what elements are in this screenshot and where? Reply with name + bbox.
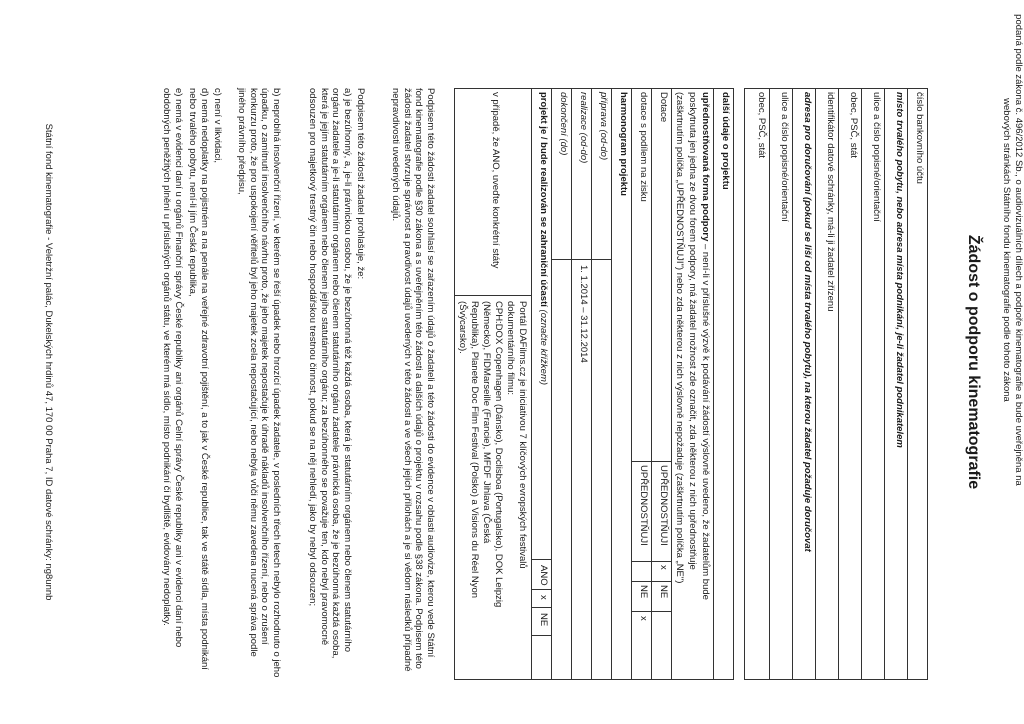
- dotace-label: Dotace: [658, 92, 669, 123]
- table-row: [884, 89, 907, 679]
- abroad-no-option[interactable]: NE: [538, 613, 549, 627]
- city-label: obec, PSČ, stát: [848, 92, 859, 159]
- table-row: [838, 89, 861, 679]
- preferred-form-line-1: [700, 92, 711, 600]
- preferred-form-line-3: (zaškrtnutím políčka „UPŘEDNOSTŇUJI") nebo zda některou z nich výslovně nepožaduje (zaškrtnutím políčka „NE"): [674, 92, 685, 584]
- table-row: [651, 89, 671, 679]
- project-table: [454, 88, 734, 680]
- preparation-label: příprava (od-do): [598, 92, 609, 161]
- table-row: [671, 89, 713, 679]
- schedule-heading: harmonogram projektu: [618, 92, 629, 196]
- street-label: ulice a číslo popisné/orientační: [779, 92, 790, 222]
- abroad-yes-checkbox[interactable]: x: [538, 595, 549, 600]
- declaration-item-d: d) nemá nedoplatky na pojistném a na penále na veřejné zdravotní pojištění, a to jak v České republice, tak ve státě sídla, místa podnikání nebo trvalého pobytu, není-li jím Česká republika,: [187, 88, 210, 670]
- document-title: Žádost o podporu kinematografie: [965, 234, 982, 490]
- table-row: [571, 89, 591, 679]
- document-subtitle: podaná podle zákona č. 496/2012 Sb., o audiovizuálních dílech a podpoře kinematografie a bude uveřejněna na webových stránkách Státního fondu kinematografie podle tohoto zákona: [1001, 14, 1024, 486]
- states-line-6: (Švýcarsko).: [457, 301, 468, 354]
- profit-share-label: dotace s podílem na zisku: [638, 92, 649, 202]
- table-row: [551, 89, 571, 679]
- states-line-3: CPH:DOX Copenhagen (Dánsko), Doclisboa (Portugalsko), DOK Leipzig: [493, 301, 504, 608]
- contact-table: [744, 88, 928, 680]
- table-row: [713, 89, 733, 679]
- abroad-label: [538, 92, 549, 385]
- consent-paragraph: Podpisem této žádosti žadatel souhlasí se zařazením údajů o žadateli a této žádosti do evidence v oblasti audiovize, kterou vede Státní fond kinematografie podle §30 zákona a s uveřejněním této žádosti a dalších údajů o projektu v rozsahu podle §38 zákona. Podpisem této žádosti žadatel stvrzuje správnost a pravdivost údajů uvedených v této žádosti a ve všech jejích přílohách a je si vědom následků případné nepravdivosti uvedených údajů.: [390, 88, 436, 672]
- declaration-intro: Podpisem této žádosti žadatel prohlašuje, že:: [355, 88, 366, 280]
- realization-label: realizace (od-do): [578, 92, 589, 164]
- city-label: obec, PSČ, stát: [756, 92, 767, 159]
- table-row: [907, 89, 927, 679]
- preferred-form-title: upřednostňovaná forma podpory: [700, 92, 711, 242]
- declaration-item-c: c) není v likvidaci,: [212, 88, 223, 163]
- table-row: [591, 89, 611, 679]
- databox-label: identifikátor datové schránky, má-li ji žadatel zřízenu: [825, 92, 836, 312]
- table-row: [611, 89, 631, 679]
- dotace-no-option[interactable]: NE: [658, 585, 669, 599]
- table-row: [531, 89, 551, 679]
- abroad-title: projekt je / bude realizován se zahraniční účastí: [538, 92, 549, 307]
- dotace-prefer-checkbox[interactable]: x: [658, 565, 669, 570]
- dotace-prefer-option[interactable]: UPŘEDNOSTŇUJI: [658, 465, 669, 546]
- declaration-item-a: a) je bezúhonný, a, je-li právnickou osobou, že je bezúhonná též každá osoba, která je statutárním orgánem nebo členem statutárního orgánu žadatele a je-li statutárním orgánem nebo členem statutárního orgánu žadatele právnická osoba, že je bezúhonná každá osoba, která je jejím statutárním orgánem nebo členem jejího statutárního orgánu; za bezúhonného se považuje ten, kdo nebyl pravomocně odsouzen pro majetkový trestný čin nebo hospodářskou trestnou činnost, pokud se na něj nehledí, jako by nebyl odsouzen;: [307, 88, 353, 659]
- residence-heading: místo trvalého pobytu, nebo adresa místa podnikání, je-li žadatel podnikatelem: [894, 92, 905, 448]
- street-label: ulice a číslo popisné/orientační: [871, 92, 882, 222]
- table-row: [861, 89, 884, 679]
- delivery-address-heading: adresa pro doručování (pokud se liší od místa trvalého pobytu), na kterou žadatel požaduje doručovat: [802, 92, 813, 552]
- table-row: [745, 89, 769, 679]
- realization-value: 1. 1.2014 – 31.12.2014: [578, 265, 589, 363]
- states-line-4: (Německo), FIDMarseille (Francie), MFDF Jihlava (Česká: [481, 301, 492, 544]
- table-row: [455, 89, 531, 679]
- profit-prefer-option[interactable]: UPŘEDNOSTŇUJI: [638, 465, 649, 546]
- table-row: [631, 89, 651, 679]
- preferred-form-line-2: poskytnuta jen jedna ze dvou forem podpory, má žadatel možnost zde označit, zda některou z nich upřednostňuje: [687, 92, 698, 570]
- declaration-item-b: b) neprobíhá insolvenční řízení, ve kterém se řeší úpadek nebo hrozící úpadek žadatele, v posledních třech letech nebylo rozhodnuto o jeho úpadku, o zamítnutí insolvenčního návrhu proto, že jeho majetek nepostačuje k úhradě nákladů insolvenčního řízení, nebo o zrušení konkurzu proto, že pro uspokojení věřitelů byl jeho majetek zcela nepostačující, nebo nebyla vůči němu zavedena nucená správa podle jiného právního předpisu,: [236, 88, 282, 678]
- table-row: [792, 89, 815, 679]
- bank-account-label: číslo bankovního účtu: [914, 92, 925, 184]
- completion-label: dokončení (do): [558, 92, 569, 156]
- states-line-2: dokumentárního filmu:: [505, 301, 516, 395]
- preferred-form-text: – není-li v příslušné výzvě k podávání žádostí výslovně uvedeno, že žadatelům bude: [700, 241, 711, 600]
- page-footer: Státní fond kinematografie - Veletržní palác, Dukelských hrdinů 47, 170 00 Praha 7, ID datové schránky: ng8unnb: [43, 123, 54, 601]
- table-row: [769, 89, 792, 679]
- profit-no-checkbox[interactable]: x: [638, 616, 649, 621]
- states-line-5: Republika), Planete Doc Film Festival (Polsko) a Visions du Réel Nyon: [469, 301, 480, 599]
- abroad-hint: (označte křížkem): [538, 309, 549, 386]
- states-line-1: Portál DAFilms.cz je iniciativou 7 klíčových evropských festivalů: [517, 301, 528, 569]
- table-row: [815, 89, 838, 679]
- profit-no-option[interactable]: NE: [638, 585, 649, 599]
- project-details-heading: další údaje o projektu: [720, 92, 731, 190]
- declaration-item-e: e) nemá v evidenci daní u orgánů Finanční správy České republiky ani orgánů Celní správy České republiky ani v evidenci daní nebo obdobných peněžitých plnění u příslušných orgánů státu, ve kterém má sídlo, místo podnikání či bydliště, evidovány nedoplatky.: [161, 88, 184, 648]
- abroad-yes-option[interactable]: ANO: [538, 565, 549, 586]
- states-label: v případě, že ANO, uveďte konkrétní státy: [490, 92, 501, 269]
